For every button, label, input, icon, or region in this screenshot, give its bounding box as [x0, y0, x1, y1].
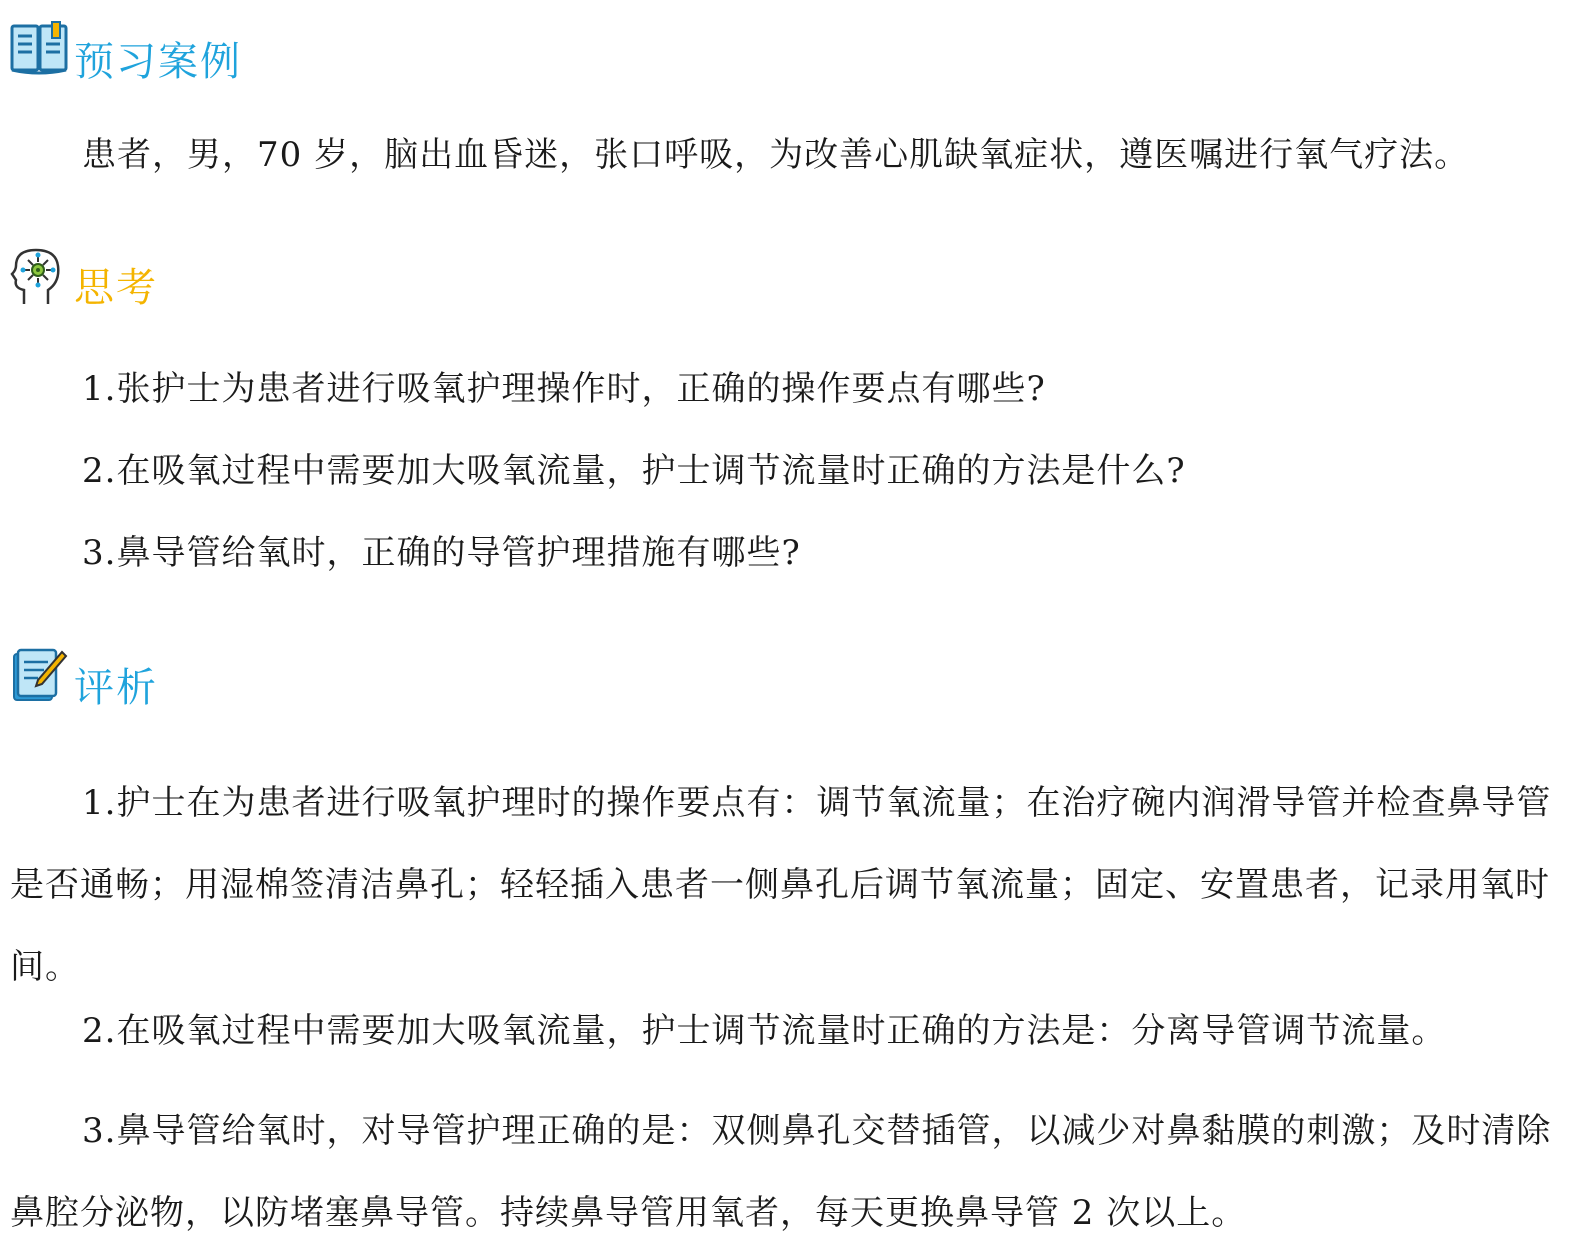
book-icon: [8, 18, 70, 80]
brain-gear-icon: [8, 244, 70, 306]
question-item: 3.鼻导管给氧时，正确的导管护理措施有哪些?: [82, 533, 801, 573]
answer-item: 3.鼻导管给氧时，对导管护理正确的是：双侧鼻孔交替插管，以减少对鼻黏膜的刺激；及时清除鼻腔分泌物，以防堵塞鼻导管。持续鼻导管用氧者，每天更换鼻导管 2 次以上。: [10, 1111, 1552, 1233]
question-item: 1.张护士为患者进行吸氧护理操作时，正确的操作要点有哪些?: [82, 369, 1046, 409]
section-title-analysis: 评析: [74, 665, 158, 711]
notepad-pencil-icon: [8, 644, 70, 706]
section-title-think: 思考: [74, 265, 158, 311]
case-description: 患者，男，70 岁，脑出血昏迷，张口呼吸，为改善心肌缺氧症状，遵医嘱进行氧气疗法。: [82, 135, 1470, 175]
section-header-analysis: [8, 626, 158, 711]
section-header-think: [8, 226, 158, 311]
section-header-case: [8, 0, 242, 85]
question-item: 2.在吸氧过程中需要加大吸氧流量，护士调节流量时正确的方法是什么?: [82, 451, 1186, 491]
section-title-case: 预习案例: [74, 39, 242, 85]
answer-item: 2.在吸氧过程中需要加大吸氧流量，护士调节流量时正确的方法是：分离导管调节流量。: [82, 1011, 1447, 1051]
answer-item: 1.护士在为患者进行吸氧护理时的操作要点有：调节氧流量；在治疗碗内润滑导管并检查鼻导管是否通畅；用湿棉签清洁鼻孔；轻轻插入患者一侧鼻孔后调节氧流量；固定、安置患者，记录用氧时间。: [10, 783, 1552, 987]
